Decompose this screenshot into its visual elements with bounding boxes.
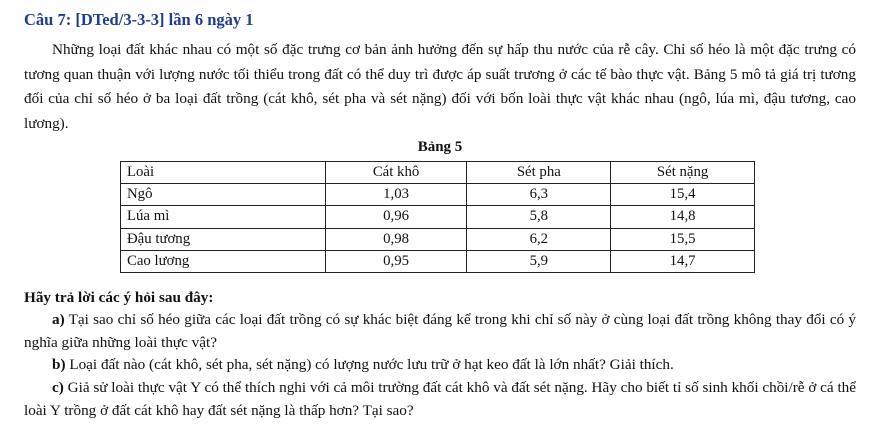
cell-species: Lúa mì [121, 206, 326, 228]
cell-value: 5,8 [467, 206, 611, 228]
header-species: Loài [121, 162, 326, 184]
cell-value: 15,4 [611, 184, 755, 206]
question-title: Câu 7: [DTed/3-3-3] lần 6 ngày 1 [24, 10, 254, 29]
cell-value: 0,95 [325, 250, 467, 272]
question-text: Loại đất nào (cát khô, sét pha, sét nặng) có lượng nước lưu trữ ở hạt keo đất là lớn nhất? Giải thích. [69, 356, 674, 373]
question-label: b) [52, 356, 66, 373]
wilting-index-table [120, 161, 755, 273]
cell-value: 1,03 [325, 184, 467, 206]
intro-paragraph: Những loại đất khác nhau có một số đặc trưng cơ bản ảnh hưởng đến sự hấp thu nước của rễ cây. Chỉ số héo là một đặc trưng có tương quan thuận với lượng nước tối thiểu trong đất có thể duy trì được áp suất trương ở các tế bào thực vật. Bảng 5 mô tả giá trị tương đối của chỉ số héo ở ba loại đất trồng (cát khô, sét pha và sét nặng) đối với bốn loài thực vật khác nhau (ngô, lúa mì, đậu tương, cao lương). [24, 41, 856, 132]
question-label: c) [52, 379, 64, 396]
header-heavy-clay: Sét nặng [611, 162, 755, 184]
cell-value: 6,2 [467, 228, 611, 250]
cell-value: 14,7 [611, 250, 755, 272]
header-loam: Sét pha [467, 162, 611, 184]
question-text: Tại sao chỉ số héo giữa các loại đất trồng có sự khác biệt đáng kể trong khi chỉ số này ở cùng loại đất trồng không thay đổi có ý nghĩa giữa những loài thực vật? [24, 311, 856, 351]
cell-value: 14,8 [611, 206, 755, 228]
table-row [121, 206, 755, 228]
cell-value: 0,98 [325, 228, 467, 250]
cell-species: Cao lương [121, 250, 326, 272]
cell-value: 15,5 [611, 228, 755, 250]
instruction-heading: Hãy trả lời các ý hỏi sau đây: [24, 289, 214, 306]
header-dry-sand: Cát khô [325, 162, 467, 184]
question-c [24, 377, 856, 422]
question-text: Giả sử loài thực vật Y có thể thích nghi với cả môi trường đất cát khô và đất sét nặng. Hãy cho biết tỉ số sinh khối chồi/rễ ở cá thể loài Y trồng ở đất cát khô hay đất sét nặng là thấp hơn? Tại sao? [24, 379, 857, 419]
table-row [121, 184, 755, 206]
cell-value: 0,96 [325, 206, 467, 228]
question-b [24, 354, 856, 377]
table-row [121, 228, 755, 250]
cell-species: Ngô [121, 184, 326, 206]
cell-species: Đậu tương [121, 228, 326, 250]
question-a [24, 309, 856, 354]
cell-value: 5,9 [467, 250, 611, 272]
table-header-row [121, 162, 755, 184]
question-label: a) [52, 311, 65, 328]
cell-value: 6,3 [467, 184, 611, 206]
table-row [121, 250, 755, 272]
table-caption: Bảng 5 [417, 139, 463, 155]
